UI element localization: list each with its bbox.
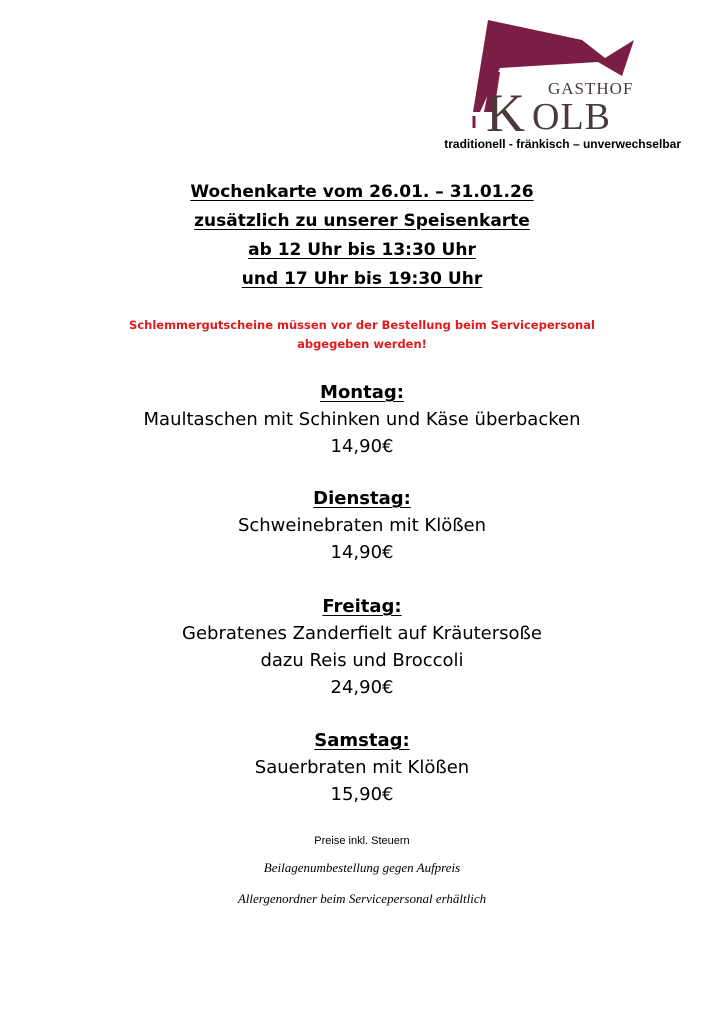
side-dish-note: Beilagenumbestellung gegen Aufpreis — [263, 860, 461, 875]
logo-letter-k: K — [486, 83, 525, 134]
dish-price: 14,90€ — [330, 542, 394, 563]
prices-note: Preise inkl. Steuern — [314, 835, 410, 847]
notice-line-1: Schlemmergutscheine müssen vor der Bestellung beim Servicepersonal — [129, 318, 595, 332]
day-section-saturday — [0, 727, 724, 808]
menu-header — [0, 178, 724, 294]
dish-line: dazu Reis und Broccoli — [260, 650, 464, 671]
notice-line-2: abgegeben werden! — [297, 337, 427, 351]
dish-price: 15,90€ — [330, 784, 394, 805]
logo-olb-text: OLB — [532, 96, 611, 134]
day-title: Samstag: — [314, 730, 410, 751]
logo-graphic — [470, 16, 640, 134]
allergen-note: Allergenordner beim Servicepersonal erhältlich — [237, 891, 487, 906]
dish-price: 14,90€ — [330, 436, 394, 457]
day-section-tuesday — [0, 485, 724, 566]
header-line-lunch-hours: ab 12 Uhr bis 13:30 Uhr — [248, 240, 476, 260]
voucher-notice — [0, 316, 724, 354]
day-title: Montag: — [320, 382, 404, 403]
dish-line: Sauerbraten mit Klößen — [254, 757, 470, 778]
day-section-monday — [0, 379, 724, 460]
dish-line: Maultaschen mit Schinken und Käse überbacken — [143, 409, 581, 430]
header-line-addition: zusätzlich zu unserer Speisenkarte — [194, 211, 530, 231]
gasthof-kolb-logo — [470, 16, 640, 134]
logo-gasthof-text: GASTHOF — [548, 79, 634, 98]
tagline: traditionell - fränkisch – unverwechselbar — [444, 137, 681, 151]
day-section-friday — [0, 593, 724, 701]
day-title: Dienstag: — [313, 488, 411, 509]
dish-line: Schweinebraten mit Klößen — [237, 515, 487, 536]
header-line-week: Wochenkarte vom 26.01. – 31.01.26 — [190, 182, 534, 202]
dish-price: 24,90€ — [330, 677, 394, 698]
dish-line: Gebratenes Zanderfielt auf Kräutersoße — [182, 623, 542, 644]
header-line-dinner-hours: und 17 Uhr bis 19:30 Uhr — [241, 269, 483, 289]
day-title: Freitag: — [322, 596, 402, 617]
